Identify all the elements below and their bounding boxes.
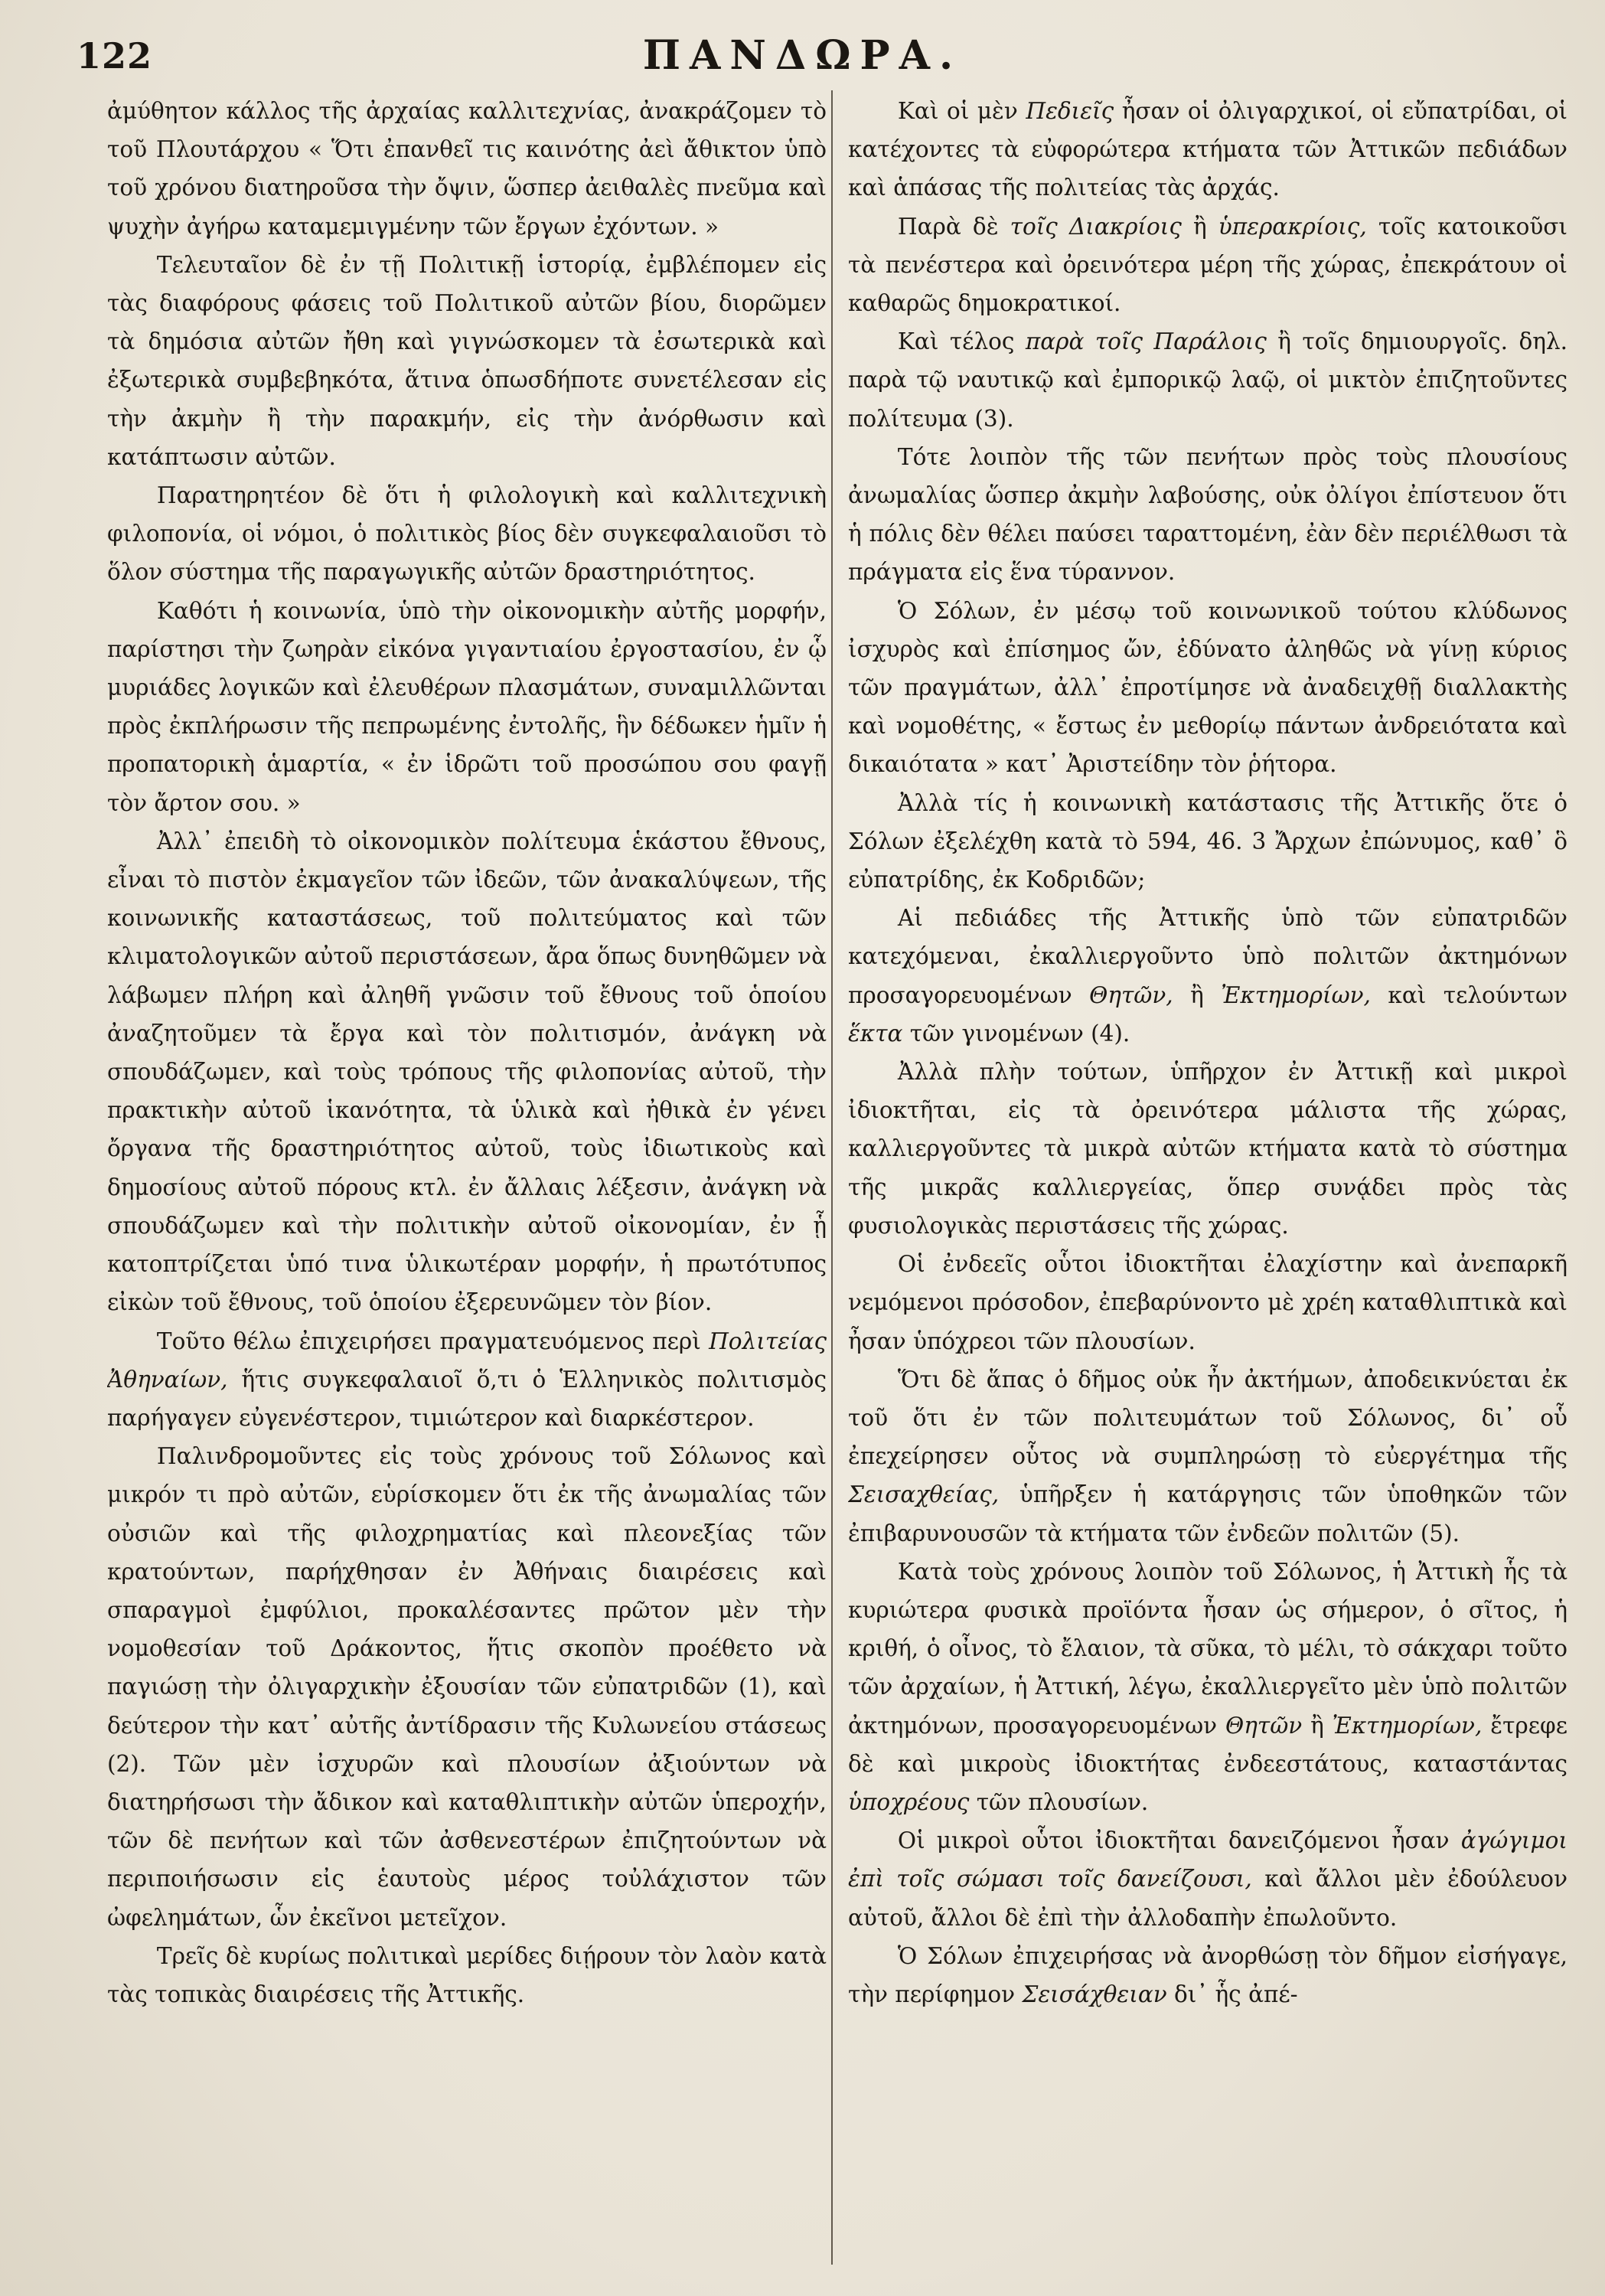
text-run: καὶ τελούντων	[1370, 981, 1567, 1008]
italic-term: ὑπερακρίοις,	[1218, 213, 1367, 240]
paragraph	[848, 322, 1567, 438]
running-title: ΠΑΝΔΩΡΑ.	[642, 32, 963, 79]
paragraph: Ὁ Σόλων, ἐν μέσῳ τοῦ κοινωνικοῦ τούτου κλύδωνος ἰσχυρὸς καὶ ἐπίσημος ὤν, ἐδύνατο ἀληθῶς νὰ γίνῃ κύριος τῶν πραγμάτων, ἀλλ᾽ ἐπροτίμησε νὰ ἀναδειχθῇ διαλλακτὴς καὶ νομοθέτης, « ἔστως ἐν μεθορίῳ πάντων ἀνδρειότατα καὶ δικαιότατα » κατ᾽ Ἀριστείδην τὸν ῥήτορα.	[848, 597, 1567, 778]
text-run: ἢ	[1181, 213, 1218, 240]
paragraph	[848, 1360, 1567, 1553]
italic-title: Πολιτείας Ἀθηναίων,	[107, 1328, 827, 1393]
paragraph	[848, 92, 1567, 207]
paragraph	[848, 899, 1567, 1053]
paragraph: Παρατηρητέον δὲ ὅτι ἡ φιλολογικὴ καὶ καλλιτεχνικὴ φιλοπονία, οἱ νόμοι, ὁ πολιτικὸς βίος δὲν συγκεφαλαιοῦσι τὸ ὅλον σύστημα τῆς παραγωγικῆς αὐτῶν δραστηριότητος.	[107, 482, 827, 586]
text-run: ἦσαν οἱ ὀλιγαρχικοί, οἱ εὔπατρίδαι, οἱ κατέχοντες τὰ εὐφορώτερα κτήματα τῶν Ἀττικῶν πεδιάδων καὶ ἁπάσας τῆς πολιτείας τὰς ἀρχάς.	[848, 98, 1567, 201]
paragraph: Ἀλλ᾽ ἐπειδὴ τὸ οἰκονομικὸν πολίτευμα ἑκάστου ἔθνους, εἶναι τὸ πιστὸν ἐκμαγεῖον τῶν ἰδεῶν, τῶν ἀνακαλύψεων, τῆς κοινωνικῆς καταστάσεως, τοῦ πολιτεύματος καὶ τῶν κλιματολογικῶν αὐτοῦ περιστάσεων, ἄρα ὅπως δυνηθῶμεν νὰ λάβωμεν πλήρη καὶ ἀληθῆ γνῶσιν τοῦ ἔθνους τοῦ ὁποίου ἀναζητοῦμεν τὰ ἔργα καὶ τὸν πολιτισμόν, ἀνάγκη νὰ σπουδάζωμεν, καὶ τοὺς τρόπους τῆς φιλοπονίας αὐτοῦ, τὴν πρακτικὴν αὐτοῦ ἱκανότητα, τὰ ὑλικὰ καὶ ἠθικὰ ἐν γένει ὄργανα τῆς δραστηριότητος αὐτοῦ, τοὺς ἰδιωτικοὺς καὶ δημοσίους αὐτοῦ πόρους κτλ. ἐν ἄλλαις λέξεσιν, ἀνάγκη νὰ σπουδάζωμεν καὶ τὴν πολιτικὴν αὐτοῦ οἰκονομίαν, ἐν ᾗ κατοπτρίζεται ὑπό τινα ὑλικωτέραν μορφήν, ἡ πρωτότυπος εἰκὼν τοῦ ἔθνους, τοῦ ὁποίου ἐξερευνῶμεν τὸν βίον.	[107, 828, 827, 1316]
italic-term: παρὰ τοῖς Παράλοις	[1025, 328, 1267, 355]
paragraph	[848, 207, 1567, 323]
text-run: Κατὰ τοὺς χρόνους λοιπὸν τοῦ Σόλωνος, ἡ Ἀττικὴ ἧς τὰ κυριώτερα φυσικὰ προϊόντα ἦσαν ὡς σήμερον, ὁ σῖτος, ἡ κριθή, ὁ οἶνος, τὸ ἔλαιον, τὰ σῦκα, τὸ μέλι, τὸ σάκχαρι τοῦτο τῶν ἀρχαίων, ἡ Ἀττική, λέγω, ἐκαλλιεργεῖτο μὲν ὑπὸ πολιτῶν ἀκτημόνων, προσαγορευομένων	[848, 1558, 1567, 1739]
text-run: ἔτρεφε δὲ καὶ μικροὺς ἰδιοκτήτας ἐνδεεστάτους, καταστάντας	[848, 1712, 1567, 1777]
text-run: ὑπῆρξεν ἡ κατάργησις τῶν ὑποθηκῶν τῶν ἐπιβαρυνουσῶν τὰ κτήματα τῶν ἐνδεῶν πολιτῶν (5).	[848, 1481, 1567, 1546]
text-run: Καὶ οἱ μὲν	[897, 98, 1026, 124]
right-column	[848, 92, 1567, 2266]
text-run: Καὶ τέλος	[897, 328, 1026, 355]
paragraph	[848, 1553, 1567, 1821]
text-run: ἢ	[1173, 981, 1222, 1008]
italic-term: τοῖς Διακρίοις	[1010, 213, 1182, 240]
text-run: Οἱ μικροὶ οὗτοι ἰδιοκτῆται δανειζόμενοι ἦσαν	[897, 1827, 1461, 1854]
paragraph: Ἀλλὰ πλὴν τούτων, ὑπῆρχον ἐν Ἀττικῇ καὶ μικροὶ ἰδιοκτῆται, εἰς τὰ ὀρεινότερα μάλιστα τῆς χώρας, καλλιεργοῦντες τὰ μικρὰ αὐτῶν κτήματα κατὰ τὸ σύστημα τῆς μικρᾶς καλλιεργείας, ὅπερ συνᾴδει πρὸς τὰς φυσιολογικὰς περιστάσεις τῆς χώρας.	[848, 1059, 1567, 1239]
text-run: δι᾽ ἧς ἀπέ-	[1166, 1981, 1298, 2007]
paragraph: Τελευταῖον δὲ ἐν τῇ Πολιτικῇ ἱστορίᾳ, ἐμβλέπομεν εἰς τὰς διαφόρους φάσεις τοῦ Πολιτικοῦ αὐτῶν βίου, διορῶμεν τὰ δημόσια αὐτῶν ἤθη καὶ γιγνώσκομεν τὰ ἐσωτερικὰ καὶ ἐξωτερικὰ συμβεβηκότα, ἅτινα ὁπωσδήποτε συνετέλεσαν εἰς τὴν ἀκμὴν ἢ τὴν παρακμήν, εἰς τὴν ἀνόρθωσιν καὶ κατάπτωσιν αὐτῶν.	[107, 251, 827, 470]
text-run: τῶν γινομένων (4).	[902, 1020, 1130, 1047]
italic-term: Θητῶν	[1225, 1712, 1303, 1739]
text-run: Παρὰ δὲ	[897, 213, 1010, 240]
italic-term: Πεδιεῖς	[1026, 98, 1114, 124]
italic-term: Ἐκτημορίων,	[1332, 1712, 1483, 1739]
text-run: Τοῦτο θέλω ἐπιχειρήσει πραγματευόμενος περὶ	[156, 1328, 710, 1354]
text-run: τῶν πλουσίων.	[969, 1788, 1149, 1815]
italic-term: ἕκτα	[848, 1020, 903, 1047]
text-run: ἢ τοῖς δημιουργοῖς. δηλ. παρὰ τῷ ναυτικῷ καὶ ἐμπορικῷ λαῷ, οἱ μικτὸν ἐπιζητοῦντες πολίτευμα (3).	[848, 328, 1567, 432]
paragraph: Οἱ ἐνδεεῖς οὗτοι ἰδιοκτῆται ἐλαχίστην καὶ ἀνεπαρκῆ νεμόμενοι πρόσοδον, ἐπεβαρύνοντο μὲ χρέη καταθλιπτικὰ καὶ ἦσαν ὑπόχρεοι τῶν πλουσίων.	[848, 1251, 1567, 1354]
italic-term: Ἐκτημορίων,	[1221, 981, 1371, 1008]
paragraph: Τρεῖς δὲ κυρίως πολιτικαὶ μερίδες διῄρουν τὸν λαὸν κατὰ τὰς τοπικὰς διαιρέσεις τῆς Ἀττικῆς.	[107, 1942, 827, 2007]
paragraph: Ἀλλὰ τίς ἡ κοινωνικὴ κατάστασις τῆς Ἀττικῆς ὅτε ὁ Σόλων ἐξελέχθη κατὰ τὸ 594, 46. 3 Ἄρχων ἐπώνυμος, καθ᾽ ὃ εὐπατρίδης, ἐκ Κοδριδῶν;	[848, 789, 1567, 893]
text-run: Ὅτι δὲ ἅπας ὁ δῆμος οὐκ ἦν ἀκτήμων, ἀποδεικνύεται ἐκ τοῦ ὅτι ἐν τῶν πολιτευμάτων τοῦ Σόλωνος, δι᾽ οὗ ἐπεχείρησεν οὗτος νὰ συμπληρώσῃ τὸ εὐεργέτημα τῆς	[848, 1366, 1567, 1470]
text-run: καὶ ἄλλοι μὲν ἐδούλευον αὐτοῦ, ἄλλοι δὲ ἐπὶ τὴν ἀλλοδαπὴν ἐπωλοῦντο.	[848, 1866, 1567, 1931]
paragraph	[107, 1322, 827, 1438]
column-divider	[831, 90, 833, 2265]
paragraph	[848, 1937, 1567, 2013]
paragraph: Καθότι ἡ κοινωνία, ὑπὸ τὴν οἰκονομικὴν αὐτῆς μορφήν, παρίστησι τὴν ζωηρὰν εἰκόνα γιγαντιαίου ἐργοστασίου, ἐν ᾧ μυριάδες λογικῶν καὶ ἐλευθέρων πλασμάτων, συναμιλλῶνται πρὸς ἐκπλήρωσιν τῆς πεπρωμένης ἐντολῆς, ἣν δέδωκεν ἡμῖν ἡ προπατορικὴ ἁμαρτία, « ἐν ἱδρῶτι τοῦ προσώπου σου φαγῇ τὸν ἄρτον σου. »	[107, 597, 827, 816]
italic-term: ἀγώγιμοι ἐπὶ τοῖς σώμασι τοῖς δανείζουσι,	[848, 1827, 1567, 1893]
paragraph: Τότε λοιπὸν τῆς τῶν πενήτων πρὸς τοὺς πλουσίους ἀνωμαλίας ὥσπερ ἀκμὴν λαβούσης, οὐκ ὀλίγοι ἐπίστευον ὅτι ἡ πόλις δὲν θέλει παύσει ταραττομένη, ἐὰν δὲν περιέλθωσι τὰ πράγματα εἰς ἕνα τύραννον.	[848, 443, 1567, 586]
text-run: τοῖς κατοικοῦσι τὰ πενέστερα καὶ ὀρεινότερα μέρη τῆς χώρας, ἐπεκράτουν οἱ καθαρῶς δημοκρατικοί.	[848, 213, 1567, 317]
italic-term: Θητῶν,	[1089, 981, 1173, 1008]
paragraph: Παλινδρομοῦντες εἰς τοὺς χρόνους τοῦ Σόλωνος καὶ μικρόν τι πρὸ αὐτῶν, εὑρίσκομεν ὅτι ἐκ τῆς ἀνωμαλίας τῶν οὐσιῶν καὶ τῆς φιλοχρηματίας καὶ πλεονεξίας τῶν κρατούντων, παρήχθησαν ἐν Ἀθήναις διαιρέσεις καὶ σπαραγμοὶ ἐμφύλιοι, προκαλέσαντες πρῶτον μὲν τὴν νομοθεσίαν τοῦ Δράκοντος, ἥτις σκοπὸν προέθετο νὰ παγιώσῃ τὴν ὀλιγαρχικὴν ἐξουσίαν τῶν εὐπατριδῶν (1), καὶ δεύτερον τὴν κατ᾽ αὐτῆς ἀντίδρασιν τῆς Κυλωνείου στάσεως (2). Τῶν μὲν ἰσχυρῶν καὶ πλουσίων ἀξιούντων νὰ διατηρήσωσι τὴν ἄδικον καὶ καταθλιπτικὴν αὐτῶν ὑπεροχήν, τῶν δὲ πενήτων καὶ τῶν ἀσθενεστέρων ἐπιζητούντων νὰ περιποιήσωσιν εἰς ἑαυτοὺς μέρος τοὐλάχιστον τῶν ὠφελημάτων, ὧν ἐκεῖνοι μετεῖχον.	[107, 1443, 827, 1931]
paragraph	[848, 1821, 1567, 1937]
text-run: Ὁ Σόλων ἐπιχειρήσας νὰ ἀνορθώσῃ τὸν δῆμον εἰσήγαγε, τὴν περίφημον	[848, 1942, 1567, 2007]
text-run: Αἱ πεδιάδες τῆς Ἀττικῆς ὑπὸ τῶν εὐπατριδῶν κατεχόμεναι, ἐκαλλιεργοῦντο ὑπὸ πολιτῶν ἀκτημόνων προσαγορευομένων	[848, 905, 1567, 1008]
page-number: 122	[77, 35, 153, 77]
page-header	[0, 29, 1605, 83]
text-run: ἥτις συγκεφαλαιοῖ ὅ,τι ὁ Ἑλληνικὸς πολιτισμὸς παρήγαγεν εὐγενέστερον, τιμιώτερον καὶ διαρκέστερον.	[107, 1366, 827, 1431]
paragraph: ἀμύθητον κάλλος τῆς ἀρχαίας καλλιτεχνίας, ἀνακράζομεν τὸ τοῦ Πλουτάρχου « Ὅτι ἐπανθεῖ τις καινότης ἀεὶ ἄθικτον ὑπὸ τοῦ χρόνου διατηροῦσα τὴν ὄψιν, ὥσπερ ἀειθαλὲς πνεῦμα καὶ ψυχὴν ἀγήρω καταμεμιγμένην τῶν ἔργων ἐχόντων. »	[107, 98, 827, 240]
italic-term: ὑποχρέους	[848, 1788, 970, 1815]
text-run: ἢ	[1302, 1712, 1333, 1739]
italic-term: Σεισάχθειαν	[1022, 1981, 1167, 2007]
italic-term: Σεισαχθείας,	[848, 1481, 1000, 1508]
left-column	[107, 92, 827, 2266]
